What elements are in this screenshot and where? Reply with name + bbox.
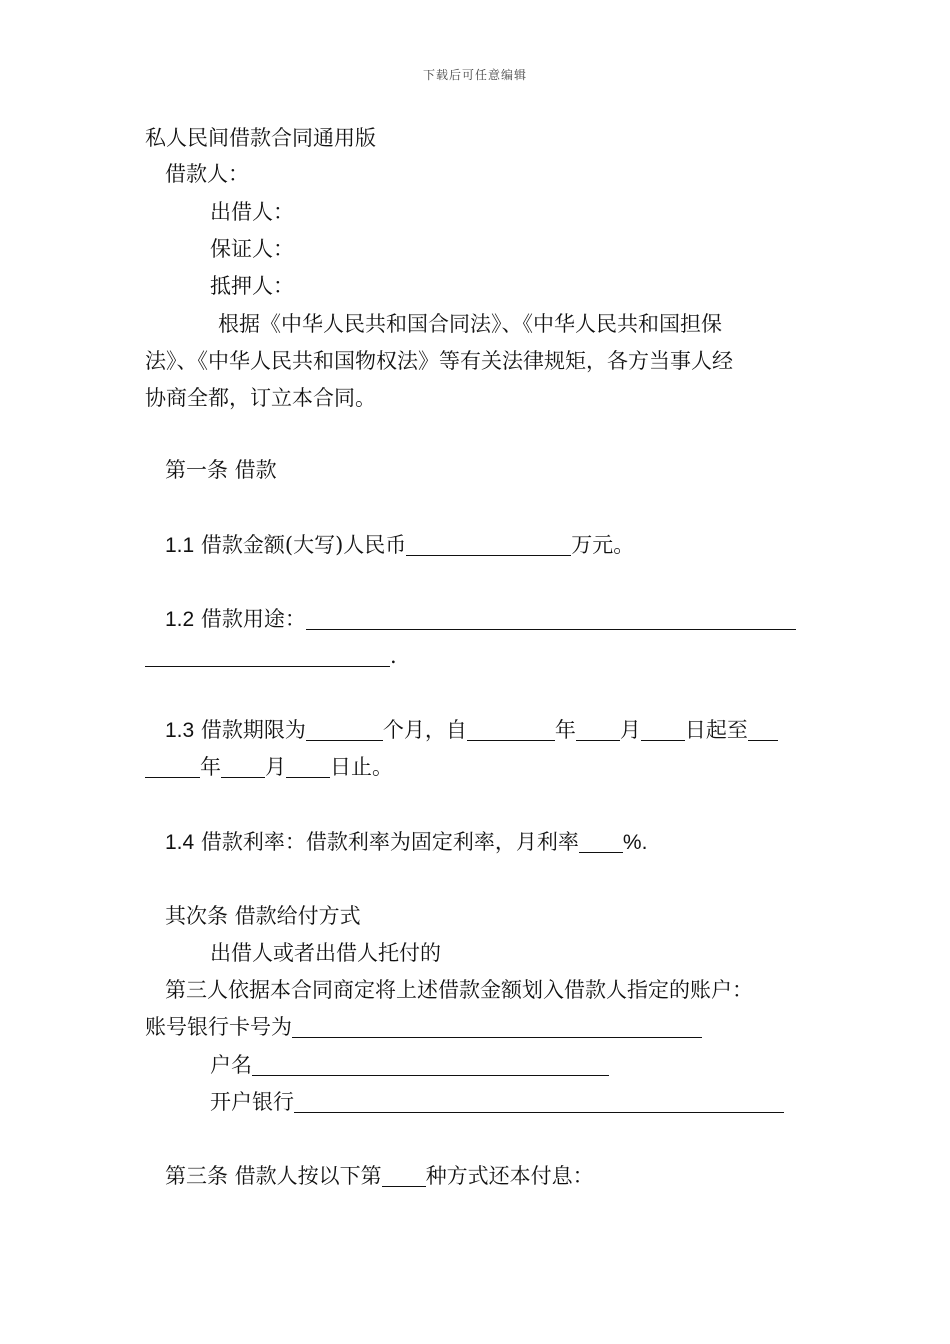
- preamble-line-2: 法》、《中华人民共和国物权法》等有关法律规矩，各方当事人经: [145, 349, 733, 373]
- clause-1-1: [165, 531, 634, 560]
- clause-1-4: [165, 828, 647, 857]
- party-mortgagor: 抵押人：: [210, 274, 294, 298]
- clause-text: 年: [554, 718, 576, 742]
- clause-suffix: 万元。: [571, 533, 635, 557]
- end-year-blank-continued[interactable]: [145, 755, 200, 778]
- amount-blank[interactable]: [406, 533, 571, 556]
- preamble-line-3: 协商全都，订立本合同。: [145, 386, 376, 410]
- end-month-blank[interactable]: [221, 755, 265, 778]
- purpose-blank-continued[interactable]: [145, 644, 390, 667]
- document-title: 私人民间借款合同通用版: [145, 126, 376, 150]
- party-borrower: 借款人：: [165, 162, 249, 186]
- account-number-label: 账号银行卡号为: [145, 1015, 292, 1039]
- article-3-text: 第三条 借款人按以下第: [165, 1164, 382, 1188]
- clause-number: 1.1: [165, 534, 195, 557]
- months-blank[interactable]: [306, 718, 383, 741]
- account-name-line: [210, 1051, 609, 1079]
- article-2-line-1: 出借人或者出借人托付的: [210, 941, 441, 965]
- opening-bank-line: [210, 1088, 784, 1116]
- article-2-line-2: 第三人依据本合同商定将上述借款金额划入借款人指定的账户：: [165, 978, 753, 1002]
- clause-text: 年: [200, 755, 221, 779]
- start-month-blank[interactable]: [576, 718, 620, 741]
- party-lender: 出借人：: [210, 200, 294, 224]
- clause-text: 借款金额(大写)人民币: [194, 533, 407, 557]
- opening-bank-blank[interactable]: [294, 1090, 784, 1113]
- clause-1-2: [165, 605, 796, 634]
- clause-text: 月: [265, 755, 286, 779]
- clause-1-3: [165, 716, 778, 745]
- start-day-blank[interactable]: [641, 718, 685, 741]
- account-name-blank[interactable]: [252, 1053, 609, 1076]
- clause-end: .: [390, 644, 397, 668]
- clause-text: 日止。: [330, 755, 393, 779]
- clause-text: 借款利率：借款利率为固定利率，月利率: [194, 830, 579, 854]
- clause-text: 借款期限为: [194, 718, 306, 742]
- article-2-heading: 其次条 借款给付方式: [165, 904, 361, 928]
- article-3-text: 种方式还本付息：: [425, 1164, 594, 1188]
- opening-bank-label: 开户银行: [210, 1090, 294, 1114]
- clause-text: 个月，自: [382, 718, 467, 742]
- clause-text: 借款用途：: [194, 607, 306, 631]
- end-year-blank[interactable]: [748, 718, 778, 741]
- clause-text: 月: [619, 718, 641, 742]
- article-1-heading: 第一条 借款: [165, 458, 277, 482]
- clause-text: 日起至: [684, 718, 748, 742]
- clause-number: 1.2: [165, 608, 195, 631]
- account-number-line: [145, 1013, 702, 1041]
- clause-number: 1.3: [165, 719, 195, 742]
- article-3-heading: [165, 1162, 594, 1190]
- repayment-method-blank[interactable]: [382, 1164, 426, 1187]
- account-number-blank[interactable]: [292, 1015, 702, 1038]
- clause-1-3-continued: [145, 753, 393, 781]
- account-name-label: 户名: [210, 1053, 252, 1077]
- clause-1-2-continued: [145, 642, 397, 670]
- preamble-line-1: 根据《中华人民共和国合同法》、《中华人民共和国担保: [218, 312, 722, 336]
- end-day-blank[interactable]: [286, 755, 330, 778]
- rate-blank[interactable]: [579, 830, 623, 853]
- start-year-blank[interactable]: [467, 718, 555, 741]
- clause-number: 1.4: [165, 831, 195, 854]
- party-guarantor: 保证人：: [210, 237, 294, 261]
- clause-suffix: %.: [622, 831, 648, 854]
- purpose-blank[interactable]: [306, 607, 796, 630]
- page-header: 下载后可任意编辑: [422, 68, 527, 82]
